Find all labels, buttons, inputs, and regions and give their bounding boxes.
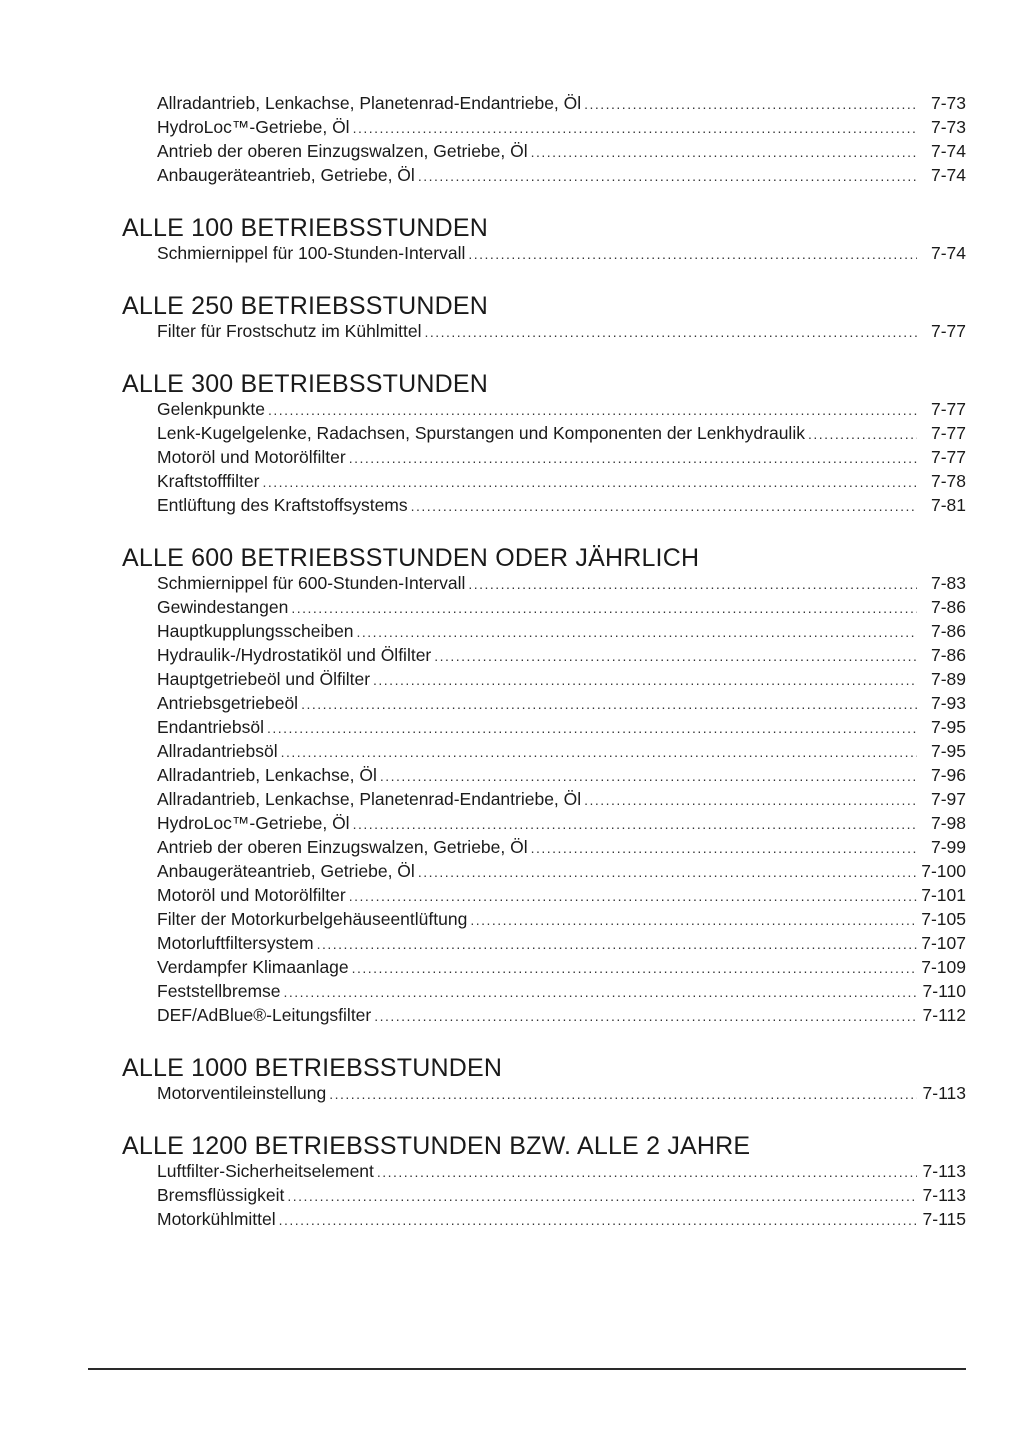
toc-entry[interactable] <box>157 1004 966 1028</box>
dot-leader <box>468 573 917 596</box>
dot-leader <box>317 933 917 956</box>
dot-leader <box>262 471 917 494</box>
toc-entry-title: Luftfilter-Sicherheitselement <box>157 1161 374 1181</box>
dot-leader <box>357 621 917 644</box>
toc-entry[interactable] <box>157 1184 966 1208</box>
toc-entry-title: Feststellbremse <box>157 981 281 1001</box>
dot-leader <box>268 399 917 422</box>
toc-entry-list <box>122 572 966 1028</box>
toc-entry-title: Motorluftfiltersystem <box>157 933 314 953</box>
toc-entry[interactable] <box>157 1160 966 1184</box>
dot-leader <box>468 243 917 266</box>
toc-entry-list <box>122 92 966 188</box>
toc-entry-page: 7-78 <box>930 471 966 491</box>
toc-entry[interactable] <box>157 884 966 908</box>
toc-entry[interactable] <box>157 668 966 692</box>
toc-entry[interactable] <box>157 446 966 470</box>
toc-entry-page: 7-77 <box>930 447 966 467</box>
toc-entry-title: Motorventileinstellung <box>157 1083 327 1103</box>
toc-entry[interactable] <box>157 788 966 812</box>
toc-entry-title: Bremsflüssigkeit <box>157 1185 285 1205</box>
toc-entry-title: Allradantriebsöl <box>157 741 278 761</box>
dot-leader <box>470 909 917 932</box>
dot-leader <box>377 1161 917 1184</box>
toc-entry[interactable] <box>157 140 966 164</box>
toc-entry[interactable] <box>157 242 966 266</box>
toc-entry[interactable] <box>157 164 966 188</box>
toc-entry-page: 7-77 <box>930 321 966 341</box>
toc-entry-list <box>122 1160 966 1232</box>
toc-entry[interactable] <box>157 320 966 344</box>
toc-entry-page: 7-113 <box>922 1161 966 1181</box>
toc-entry-title: Antrieb der oberen Einzugswalzen, Getriebe, Öl <box>157 837 528 857</box>
toc-entry-title: Schmiernippel für 600-Stunden-Intervall <box>157 573 466 593</box>
dot-leader <box>284 981 917 1004</box>
toc-entry-title: Lenk-Kugelgelenke, Radachsen, Spurstangen und Komponenten der Lenkhydraulik <box>157 423 805 443</box>
dot-leader <box>352 957 917 980</box>
toc-entry-page: 7-107 <box>921 933 966 953</box>
toc-entry-page: 7-110 <box>922 981 966 1001</box>
toc-entry-page: 7-89 <box>930 669 966 689</box>
toc-entry[interactable] <box>157 116 966 140</box>
section-heading: ALLE 1200 BETRIEBSSTUNDEN BZW. ALLE 2 JAHRE <box>122 1132 751 1160</box>
toc-entry-title: Entlüftung des Kraftstoffsystems <box>157 495 408 515</box>
toc-entry-page: 7-96 <box>930 765 966 785</box>
toc-entry-page: 7-83 <box>930 573 966 593</box>
toc-entry-title: Verdampfer Klimaanlage <box>157 957 349 977</box>
toc-entry-page: 7-77 <box>930 399 966 419</box>
dot-leader <box>353 813 917 836</box>
toc-entry[interactable] <box>157 692 966 716</box>
toc-entry[interactable] <box>157 836 966 860</box>
toc-entry-page: 7-73 <box>930 93 966 113</box>
toc-entry-title: Hauptkupplungsscheiben <box>157 621 354 641</box>
dot-leader <box>301 693 917 716</box>
dot-leader <box>373 669 917 692</box>
toc-entry[interactable] <box>157 932 966 956</box>
toc-entry-title: Antrieb der oberen Einzugswalzen, Getriebe, Öl <box>157 141 528 161</box>
dot-leader <box>418 861 917 884</box>
toc-entry[interactable] <box>157 980 966 1004</box>
dot-leader <box>425 321 918 344</box>
toc-entry[interactable] <box>157 716 966 740</box>
dot-leader <box>329 1083 917 1106</box>
section-heading: ALLE 250 BETRIEBSSTUNDEN <box>122 292 489 320</box>
toc-entry[interactable] <box>157 740 966 764</box>
toc-entry-page: 7-105 <box>921 909 966 929</box>
toc-entry-title: HydroLoc™-Getriebe, Öl <box>157 117 350 137</box>
toc-section <box>122 214 966 266</box>
toc-entry-title: Allradantrieb, Lenkachse, Planetenrad-Endantriebe, Öl <box>157 789 582 809</box>
dot-leader <box>584 789 917 812</box>
dot-leader <box>281 741 917 764</box>
toc-entry-page: 7-73 <box>930 117 966 137</box>
toc-entry-page: 7-112 <box>922 1005 966 1025</box>
toc-entry-title: Anbaugeräteantrieb, Getriebe, Öl <box>157 165 415 185</box>
toc-entry-title: DEF/AdBlue®-Leitungsfilter <box>157 1005 372 1025</box>
toc-entry-page: 7-113 <box>922 1185 966 1205</box>
toc-section <box>122 92 966 188</box>
dot-leader <box>418 165 917 188</box>
toc-entry-title: Kraftstofffilter <box>157 471 260 491</box>
toc-entry-page: 7-95 <box>930 741 966 761</box>
section-heading: ALLE 600 BETRIEBSSTUNDEN ODER JÄHRLICH <box>122 544 700 572</box>
toc-entry[interactable] <box>157 572 966 596</box>
toc-section <box>122 1132 966 1232</box>
toc-entry-page: 7-101 <box>921 885 966 905</box>
toc-entry-page: 7-97 <box>930 789 966 809</box>
toc-entry-page: 7-98 <box>930 813 966 833</box>
dot-leader <box>279 1209 917 1232</box>
toc-entry[interactable] <box>157 860 966 884</box>
toc-entry-list <box>122 398 966 518</box>
toc-section <box>122 370 966 518</box>
toc-entry-page: 7-74 <box>930 243 966 263</box>
toc-entry[interactable] <box>157 620 966 644</box>
toc-entry-page: 7-95 <box>930 717 966 737</box>
dot-leader <box>411 495 917 518</box>
section-heading: ALLE 1000 BETRIEBSSTUNDEN <box>122 1054 503 1082</box>
table-of-contents <box>122 92 966 1232</box>
toc-entry[interactable] <box>157 812 966 836</box>
toc-entry-title: Anbaugeräteantrieb, Getriebe, Öl <box>157 861 415 881</box>
dot-leader <box>349 447 917 470</box>
toc-entry[interactable] <box>157 764 966 788</box>
toc-entry[interactable] <box>157 398 966 422</box>
toc-entry-title: Filter der Motorkurbelgehäuseentlüftung <box>157 909 468 929</box>
toc-entry[interactable] <box>157 644 966 668</box>
toc-entry-title: Endantriebsöl <box>157 717 265 737</box>
toc-entry[interactable] <box>157 1082 966 1106</box>
toc-entry-page: 7-81 <box>930 495 966 515</box>
toc-entry[interactable] <box>157 494 966 518</box>
toc-entry-page: 7-86 <box>930 645 966 665</box>
toc-section <box>122 1054 966 1106</box>
dot-leader <box>584 93 917 116</box>
toc-entry-list <box>122 1082 966 1106</box>
toc-section <box>122 544 966 1028</box>
toc-entry-page: 7-93 <box>930 693 966 713</box>
toc-entry-page: 7-77 <box>930 423 966 443</box>
toc-entry-list <box>122 320 966 344</box>
toc-entry-page: 7-74 <box>930 165 966 185</box>
toc-entry-page: 7-115 <box>922 1209 966 1229</box>
toc-entry-title: Allradantrieb, Lenkachse, Öl <box>157 765 377 785</box>
dot-leader <box>349 885 917 908</box>
toc-entry-title: Motoröl und Motorölfilter <box>157 447 346 467</box>
toc-entry-title: Gelenkpunkte <box>157 399 265 419</box>
dot-leader <box>287 1185 917 1208</box>
dot-leader <box>531 837 917 860</box>
toc-entry[interactable] <box>157 92 966 116</box>
toc-entry[interactable] <box>157 1208 966 1232</box>
toc-entry-page: 7-109 <box>921 957 966 977</box>
toc-entry-page: 7-100 <box>921 861 966 881</box>
toc-entry-title: Motorkühlmittel <box>157 1209 276 1229</box>
toc-entry-title: Hydraulik-/Hydrostatiköl und Ölfilter <box>157 645 432 665</box>
toc-entry[interactable] <box>157 422 966 446</box>
dot-leader <box>380 765 917 788</box>
toc-entry-page: 7-99 <box>930 837 966 857</box>
dot-leader <box>808 423 917 446</box>
dot-leader <box>291 597 917 620</box>
toc-entry-title: Motoröl und Motorölfilter <box>157 885 346 905</box>
toc-section <box>122 292 966 344</box>
dot-leader <box>374 1005 917 1028</box>
toc-entry[interactable] <box>157 956 966 980</box>
dot-leader <box>353 117 917 140</box>
toc-entry-list <box>122 242 966 266</box>
toc-entry-page: 7-86 <box>930 597 966 617</box>
toc-entry[interactable] <box>157 908 966 932</box>
dot-leader <box>434 645 917 668</box>
footer-rule <box>88 1368 966 1370</box>
toc-entry-title: HydroLoc™-Getriebe, Öl <box>157 813 350 833</box>
toc-entry-page: 7-113 <box>922 1083 966 1103</box>
toc-entry-title: Gewindestangen <box>157 597 289 617</box>
toc-entry-page: 7-74 <box>930 141 966 161</box>
toc-entry[interactable] <box>157 596 966 620</box>
toc-entry-title: Antriebsgetriebeöl <box>157 693 299 713</box>
toc-entry-title: Hauptgetriebeöl und Ölfilter <box>157 669 371 689</box>
toc-entry-title: Schmiernippel für 100-Stunden-Intervall <box>157 243 466 263</box>
section-heading: ALLE 100 BETRIEBSSTUNDEN <box>122 214 489 242</box>
toc-entry-page: 7-86 <box>930 621 966 641</box>
dot-leader <box>267 717 917 740</box>
toc-entry[interactable] <box>157 470 966 494</box>
toc-entry-title: Allradantrieb, Lenkachse, Planetenrad-Endantriebe, Öl <box>157 93 582 113</box>
dot-leader <box>531 141 917 164</box>
toc-entry-title: Filter für Frostschutz im Kühlmittel <box>157 321 422 341</box>
section-heading: ALLE 300 BETRIEBSSTUNDEN <box>122 370 489 398</box>
